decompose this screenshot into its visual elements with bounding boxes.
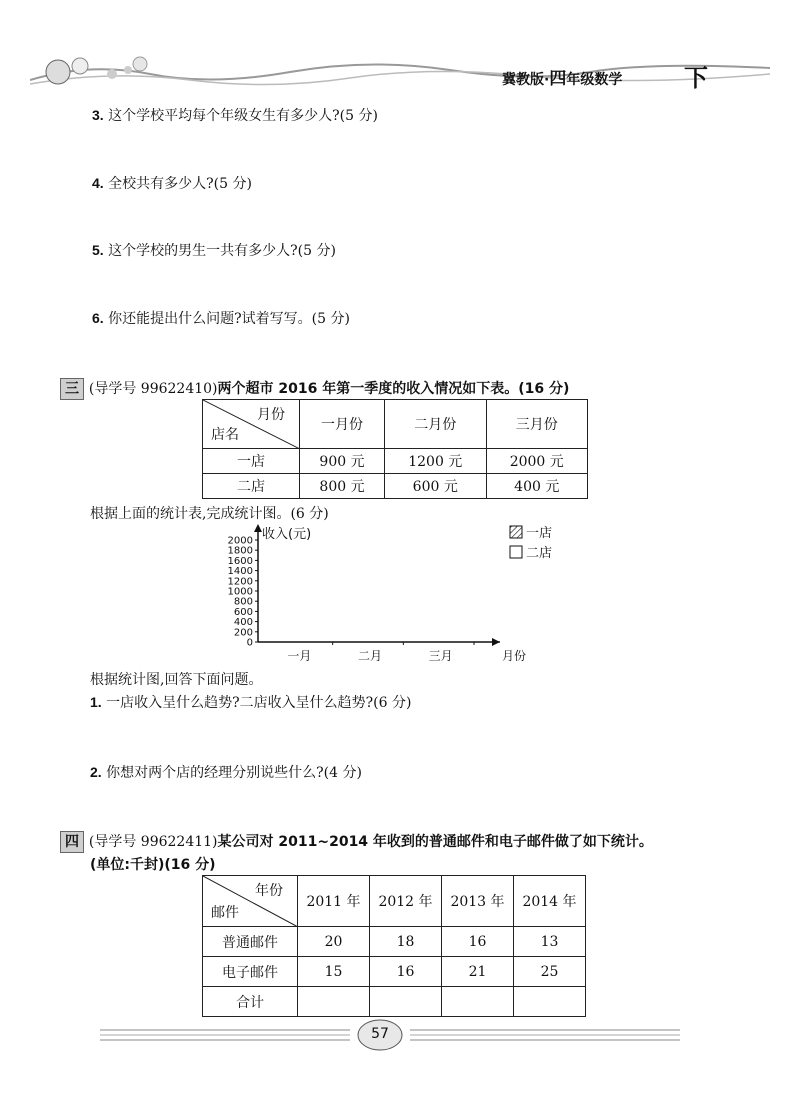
column-header: 一月份 (300, 400, 385, 449)
table-cell: 16 (370, 957, 442, 987)
grade-mark: 四 (549, 69, 567, 89)
section-title: 某公司对 2011~2014 年收到的普通邮件和电子邮件做了如下统计。 (217, 834, 653, 850)
question-number: 5. (92, 242, 104, 258)
legend-swatch-blank (510, 546, 522, 558)
corner-bottom-label: 邮件 (211, 905, 239, 921)
section-number: 三 (60, 378, 84, 400)
subject-label: 年级数学 (566, 72, 623, 88)
question-number: 6. (92, 310, 104, 326)
x-tick-label: 二月 (357, 649, 383, 663)
question-number: 1. (90, 694, 102, 710)
corner-top-label: 年份 (255, 883, 283, 899)
table-header-row (203, 876, 586, 927)
corner-top-label: 月份 (257, 407, 285, 423)
table-cell: 800 元 (300, 474, 385, 499)
question-number: 3. (92, 107, 104, 123)
x-tick-label: 三月 (428, 649, 453, 663)
table-cell: 600 元 (385, 474, 486, 499)
guide-number: (导学号 99622410) (88, 381, 218, 397)
table-cell: 15 (298, 957, 370, 987)
page-number: 57 (371, 1026, 389, 1042)
row-header: 合计 (203, 987, 298, 1017)
table-row (203, 474, 588, 499)
header-wave-decoration (30, 52, 770, 92)
question-4 (92, 173, 252, 193)
table-row (203, 957, 586, 987)
question-text: 一店收入呈什么趋势?二店收入呈什么趋势?(6 分) (106, 695, 412, 711)
diagonal-corner-cell (203, 400, 300, 449)
y-tick-label: 0 (246, 637, 253, 649)
y-tick-label: 600 (233, 606, 253, 618)
legend-label: 一店 (526, 526, 553, 541)
table-row (203, 449, 588, 474)
x-axis-arrow (492, 638, 500, 646)
guide-number: (导学号 99622411) (88, 834, 218, 850)
column-header: 二月份 (385, 400, 486, 449)
question-text: 全校共有多少人?(5 分) (108, 176, 252, 192)
footer-lines (60, 1010, 740, 1060)
question-3 (92, 105, 378, 125)
diagonal-corner-cell (203, 876, 298, 927)
column-header: 三月份 (486, 400, 588, 449)
question-number: 4. (92, 175, 104, 191)
question-text: 这个学校平均每个年级女生有多少人?(5 分) (108, 108, 378, 124)
column-header: 2012 年 (370, 876, 442, 927)
question-text: 这个学校的男生一共有多少人?(5 分) (108, 243, 336, 259)
income-chart (210, 522, 590, 668)
table-cell: 13 (514, 927, 586, 957)
row-header: 一店 (203, 449, 300, 474)
section-4-heading (60, 831, 653, 853)
column-header: 2013 年 (442, 876, 514, 927)
corner-bottom-label: 店名 (211, 427, 239, 443)
y-tick-label: 200 (233, 627, 253, 639)
section-number: 四 (60, 831, 84, 853)
chart-task: 根据上面的统计表,完成统计图。(6 分) (90, 506, 329, 522)
y-tick-label: 1600 (227, 555, 253, 567)
row-header: 普通邮件 (203, 927, 298, 957)
row-header: 电子邮件 (203, 957, 298, 987)
y-tick-label: 1400 (227, 566, 253, 578)
table-cell: 2000 元 (486, 449, 588, 474)
table-cell: 900 元 (300, 449, 385, 474)
table-row (203, 927, 586, 957)
header-bar (30, 52, 770, 92)
income-table (202, 399, 588, 499)
y-tick-label: 1000 (227, 586, 253, 598)
sub-question-2 (90, 762, 362, 782)
question-text: 你还能提出什么问题?试着写写。(5 分) (108, 311, 350, 327)
table-cell: 20 (298, 927, 370, 957)
header-title (502, 64, 622, 89)
section-3-heading (60, 378, 569, 400)
question-5 (92, 240, 336, 260)
table-cell: 1200 元 (385, 449, 486, 474)
question-number: 2. (90, 764, 102, 780)
column-header: 2014 年 (514, 876, 586, 927)
section-title: 两个超市 2016 年第一季度的收入情况如下表。(16 分) (217, 381, 570, 397)
row-header: 二店 (203, 474, 300, 499)
y-tick-label: 1800 (227, 545, 253, 557)
volume-mark: 下 (684, 64, 708, 92)
y-tick-label: 400 (233, 617, 253, 629)
y-tick-label: 2000 (227, 535, 253, 547)
table-header-row (203, 400, 588, 449)
question-text: 你想对两个店的经理分别说些什么?(4 分) (106, 765, 362, 781)
chart-followup: 根据统计图,回答下面问题。 (90, 672, 263, 688)
y-axis-arrow (254, 524, 262, 532)
y-tick-label: 800 (233, 596, 253, 608)
book-edition: 冀教版· (502, 72, 550, 88)
x-axis-label: 月份 (502, 649, 527, 663)
table-cell: 18 (370, 927, 442, 957)
y-axis-label: 收入(元) (262, 527, 312, 542)
y-tick-label: 1200 (227, 576, 253, 588)
table-cell: 25 (514, 957, 586, 987)
sub-question-1 (90, 692, 411, 712)
legend-label: 二店 (526, 546, 553, 561)
table-cell: 21 (442, 957, 514, 987)
x-tick-label: 一月 (287, 649, 312, 663)
question-6 (92, 308, 350, 328)
mail-table (202, 875, 586, 1017)
legend-swatch-hatched (510, 526, 522, 538)
column-header: 2011 年 (298, 876, 370, 927)
footer (60, 1010, 740, 1060)
section-4-unit: (单位:千封)(16 分) (90, 857, 216, 873)
table-cell: 400 元 (486, 474, 588, 499)
table-cell: 16 (442, 927, 514, 957)
